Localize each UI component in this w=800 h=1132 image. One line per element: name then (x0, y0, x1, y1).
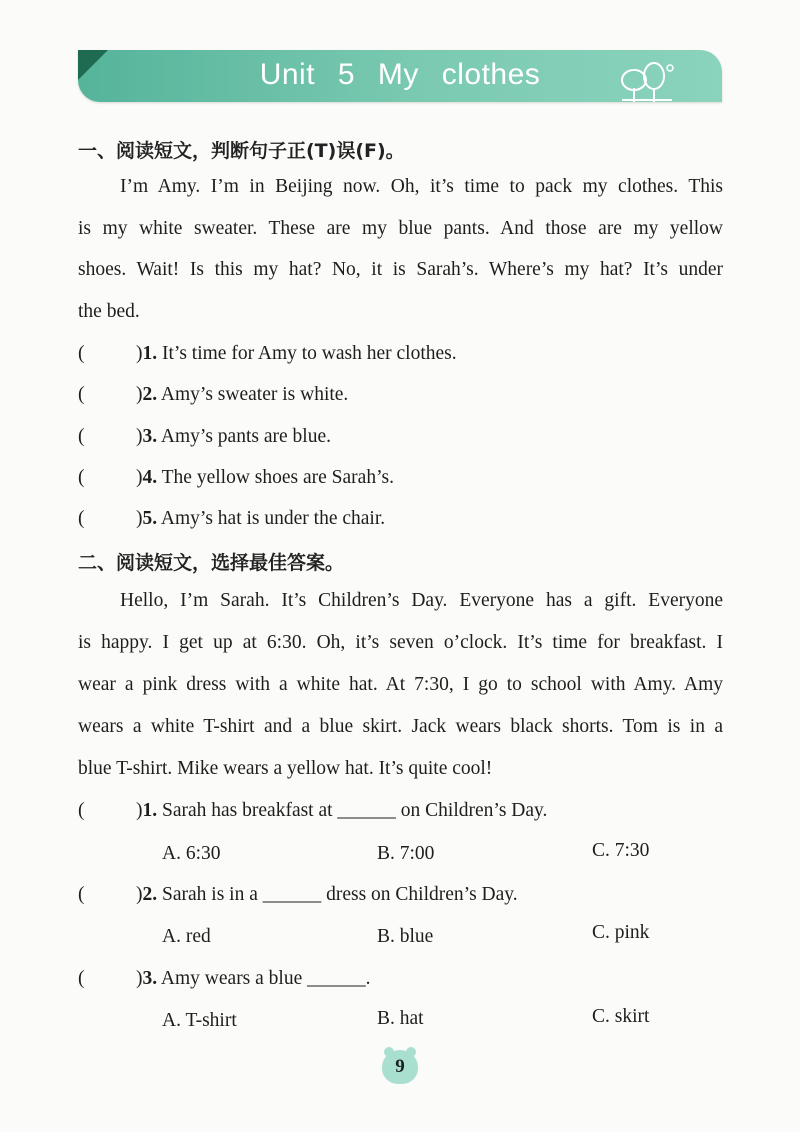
question-text: It’s time for Amy to wash her clothes. (157, 343, 457, 364)
answer-blank-open[interactable]: ( (78, 508, 85, 529)
q2-option-c[interactable]: C. pink (592, 922, 650, 943)
section1-passage-line-1: I’m Amy. I’m in Beijing now. Oh, it’s time to pack my clothes. This (120, 176, 723, 197)
section2-passage-line-4: wears a white T-shirt and a blue skirt. Jack wears black shorts. Tom is in a (78, 716, 723, 737)
section1-question-4 (78, 467, 394, 489)
question-text: Amy’s hat is under the chair. (157, 508, 386, 529)
q1-option-a[interactable]: A. 6:30 (162, 843, 221, 864)
section2-passage-line-5: blue T-shirt. Mike wears a yellow hat. It’s quite cool! (78, 758, 493, 779)
section2-question-1 (78, 800, 547, 822)
answer-blank-close: ) (136, 800, 143, 821)
q1-option-c[interactable]: C. 7:30 (592, 840, 650, 861)
section2-question-2 (78, 884, 518, 906)
unit-banner (78, 50, 722, 102)
question-text: Amy’s sweater is white. (157, 384, 349, 405)
question-number: 1. (142, 800, 158, 821)
answer-blank-close: ) (136, 426, 143, 447)
q2-option-a[interactable]: A. red (162, 926, 211, 947)
answer-blank-close: ) (136, 508, 143, 529)
section2-passage-line-2: is happy. I get up at 6:30. Oh, it’s seven o’clock. It’s time for breakfast. I (78, 632, 723, 653)
answer-blank-open[interactable]: ( (78, 800, 85, 821)
section2-passage-line-1: Hello, I’m Sarah. It’s Children’s Day. Everyone has a gift. Everyone (120, 590, 723, 611)
q1-option-b[interactable]: B. 7:00 (377, 843, 435, 864)
question-number: 5. (142, 508, 158, 529)
answer-blank-close: ) (136, 384, 143, 405)
question-text: Sarah is in a ______ dress on Children’s Day. (157, 884, 518, 905)
q3-option-c[interactable]: C. skirt (592, 1006, 650, 1027)
section2-passage-line-3: wear a pink dress with a white hat. At 7:30, I go to school with Amy. Amy (78, 674, 723, 695)
answer-blank-close: ) (136, 968, 143, 989)
question-number: 1. (142, 343, 158, 364)
answer-blank-close: ) (136, 343, 143, 364)
section1-question-2 (78, 384, 348, 406)
q2-option-b[interactable]: B. blue (377, 926, 434, 947)
answer-blank-open[interactable]: ( (78, 968, 85, 989)
question-number: 2. (142, 384, 158, 405)
section1-question-3 (78, 426, 331, 448)
q3-option-b[interactable]: B. hat (377, 1008, 424, 1029)
answer-blank-open[interactable]: ( (78, 343, 85, 364)
question-number: 3. (142, 426, 158, 447)
question-text: Sarah has breakfast at ______ on Children’s Day. (157, 800, 548, 821)
question-number: 4. (142, 467, 158, 488)
answer-blank-open[interactable]: ( (78, 467, 85, 488)
section1-passage-line-3: shoes. Wait! Is this my hat? No, it is Sarah’s. Where’s my hat? It’s under (78, 259, 723, 280)
question-number: 3. (142, 968, 158, 989)
question-text: Amy wears a blue ______. (157, 968, 371, 989)
trees-decoration-icon (612, 58, 682, 102)
section1-passage-line-4: the bed. (78, 301, 140, 322)
answer-blank-open[interactable]: ( (78, 426, 85, 447)
section1-heading: 一、阅读短文，判断句子正(T)误(F)。 (78, 140, 405, 162)
section1-question-5 (78, 508, 385, 530)
unit-title: Unit 5 My clothes (259, 58, 541, 91)
question-number: 2. (142, 884, 158, 905)
q3-option-a[interactable]: A. T-shirt (162, 1010, 237, 1031)
section2-question-3 (78, 968, 371, 990)
section1-passage-line-2: is my white sweater. These are my blue pants. And those are my yellow (78, 218, 723, 239)
answer-blank-close: ) (136, 467, 143, 488)
answer-blank-close: ) (136, 884, 143, 905)
answer-blank-open[interactable]: ( (78, 884, 85, 905)
section1-question-1 (78, 343, 457, 365)
page-number-badge: 9 (382, 1050, 418, 1084)
question-text: Amy’s pants are blue. (157, 426, 331, 447)
answer-blank-open[interactable]: ( (78, 384, 85, 405)
section2-heading: 二、阅读短文，选择最佳答案。 (78, 552, 345, 574)
question-text: The yellow shoes are Sarah’s. (157, 467, 394, 488)
